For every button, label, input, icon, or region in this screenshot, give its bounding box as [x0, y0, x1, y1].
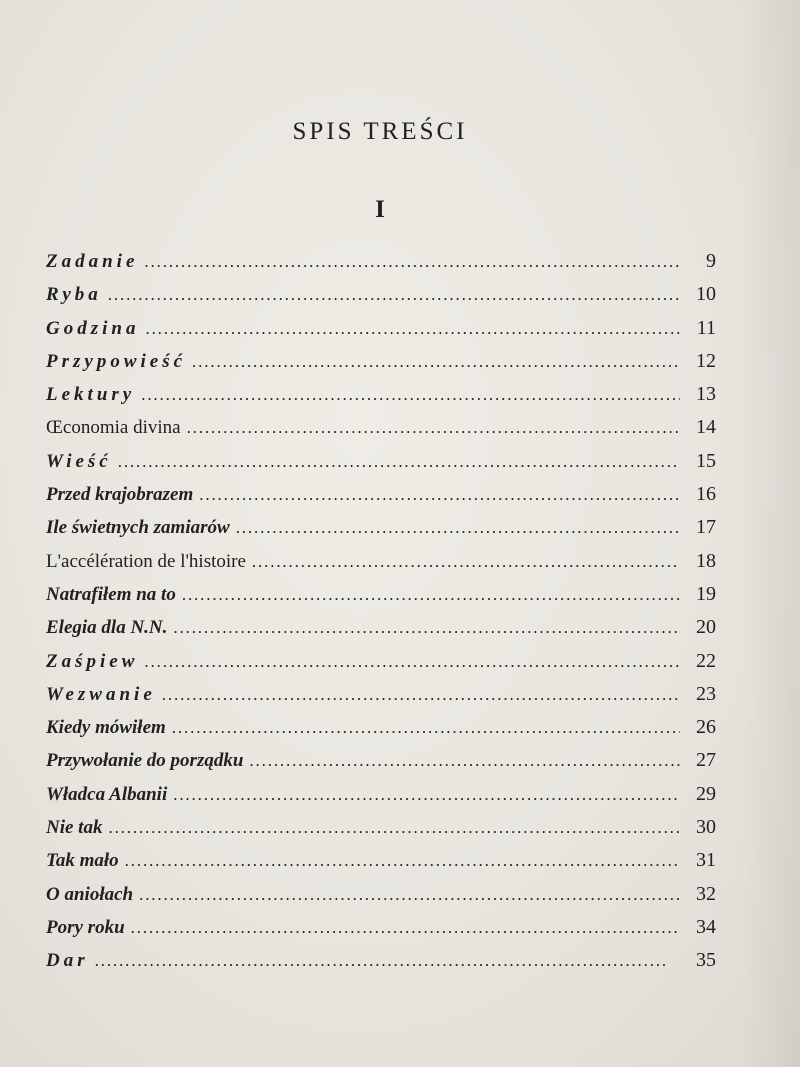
toc-entry-title: Kiedy mówiłem — [46, 717, 166, 739]
toc-entry-page-number: 22 — [696, 649, 716, 672]
toc-entry-title: Przed krajobrazem — [46, 484, 194, 506]
toc-entry — [46, 416, 716, 449]
toc-entry — [46, 283, 716, 316]
dot-leader — [141, 385, 680, 405]
toc-entry-page-number: 14 — [696, 416, 716, 439]
toc-entry-title: Godzina — [46, 317, 140, 339]
toc-entry-title: Zaśpiew — [46, 650, 139, 672]
toc-entry — [46, 883, 716, 916]
toc-entry-page-number: 13 — [696, 383, 716, 406]
dot-leader — [139, 885, 680, 905]
dot-leader — [162, 685, 680, 705]
toc-entry — [46, 583, 716, 616]
page-edge-shadow — [740, 0, 800, 1067]
dot-leader — [118, 452, 680, 472]
dot-leader — [192, 352, 680, 372]
toc-entry-page-number: 9 — [706, 250, 716, 272]
dot-leader — [108, 285, 680, 305]
toc-entry-page-number: 12 — [696, 349, 716, 372]
toc-entry — [46, 350, 716, 383]
toc-entry-page-number: 11 — [696, 316, 716, 339]
toc-entry-title: L'accélération de l'histoire — [46, 550, 246, 572]
toc-entry-page-number: 16 — [696, 483, 716, 506]
dot-leader — [95, 951, 680, 971]
toc-entry-title: Natrafiłem na to — [46, 583, 176, 605]
toc-entry-page-number: 23 — [696, 682, 716, 705]
dot-leader — [145, 319, 680, 339]
dot-leader — [182, 585, 680, 605]
toc-entry-title: Przypowieść — [46, 350, 187, 372]
toc-entry-page-number: 10 — [696, 283, 716, 306]
dot-leader — [144, 252, 680, 272]
toc-entry-title: Nie tak — [46, 817, 103, 839]
dot-leader — [199, 485, 680, 505]
toc-entry-title: Wieść — [46, 450, 112, 472]
toc-entry — [46, 250, 716, 283]
dot-leader — [108, 818, 680, 838]
dot-leader — [187, 418, 680, 438]
dot-leader — [131, 918, 680, 938]
toc-entry-title: Władca Albanii — [46, 783, 168, 805]
toc-entry-title: O aniołach — [46, 883, 134, 905]
dot-leader — [173, 785, 680, 805]
toc-entry — [46, 716, 716, 749]
toc-entry — [46, 849, 716, 882]
toc-entry — [46, 783, 716, 816]
toc-entry — [46, 483, 716, 516]
toc-entry-page-number: 29 — [696, 782, 716, 805]
toc-entry — [46, 916, 716, 949]
toc-entry — [46, 616, 716, 649]
toc-entry — [46, 816, 716, 849]
toc-entry — [46, 949, 716, 982]
toc-entry-page-number: 19 — [696, 582, 716, 605]
toc-entry-title: Przywołanie do porządku — [46, 750, 244, 772]
toc-entry-page-number: 15 — [696, 449, 716, 472]
toc-entry-page-number: 17 — [696, 516, 716, 539]
toc-entry-title: Ryba — [46, 284, 102, 306]
dot-leader — [236, 518, 680, 538]
toc-entry-title: Elegia dla N.N. — [46, 617, 168, 639]
toc-entry-page-number: 27 — [696, 749, 716, 772]
toc-entry-page-number: 32 — [696, 882, 716, 905]
toc-entry-title: Zadanie — [46, 251, 139, 272]
toc-entry-page-number: 35 — [696, 949, 716, 972]
toc-entry-page-number: 18 — [696, 549, 716, 572]
dot-leader — [173, 618, 680, 638]
toc-entry-title: Dar — [46, 950, 89, 972]
table-of-contents — [46, 250, 716, 983]
toc-entry-title: Tak mało — [46, 850, 119, 872]
toc-entry-page-number: 20 — [696, 616, 716, 639]
toc-entry — [46, 683, 716, 716]
toc-entry — [46, 383, 716, 416]
page-title: SPIS TREŚCI — [292, 118, 468, 145]
toc-entry-title: Pory roku — [46, 916, 125, 938]
dot-leader — [172, 718, 680, 738]
toc-entry-page-number: 30 — [696, 816, 716, 839]
toc-entry-page-number: 26 — [696, 716, 716, 739]
toc-entry-title: Ile świetnych zamiarów — [46, 517, 230, 539]
toc-entry — [46, 749, 716, 782]
toc-entry-title: Œconomia divina — [46, 417, 181, 439]
toc-entry-page-number: 34 — [696, 915, 716, 938]
toc-entry-page-number: 31 — [696, 849, 716, 872]
dot-leader — [144, 652, 680, 672]
toc-entry — [46, 550, 716, 583]
toc-entry — [46, 516, 716, 549]
section-number: I — [375, 196, 385, 223]
toc-entry — [46, 317, 716, 350]
dot-leader — [252, 552, 680, 572]
dot-leader — [125, 851, 680, 871]
toc-entry — [46, 650, 716, 683]
toc-entry-title: Lektury — [46, 384, 136, 406]
dot-leader — [249, 751, 680, 771]
toc-entry-title: Wezwanie — [46, 683, 156, 705]
toc-entry — [46, 450, 716, 483]
